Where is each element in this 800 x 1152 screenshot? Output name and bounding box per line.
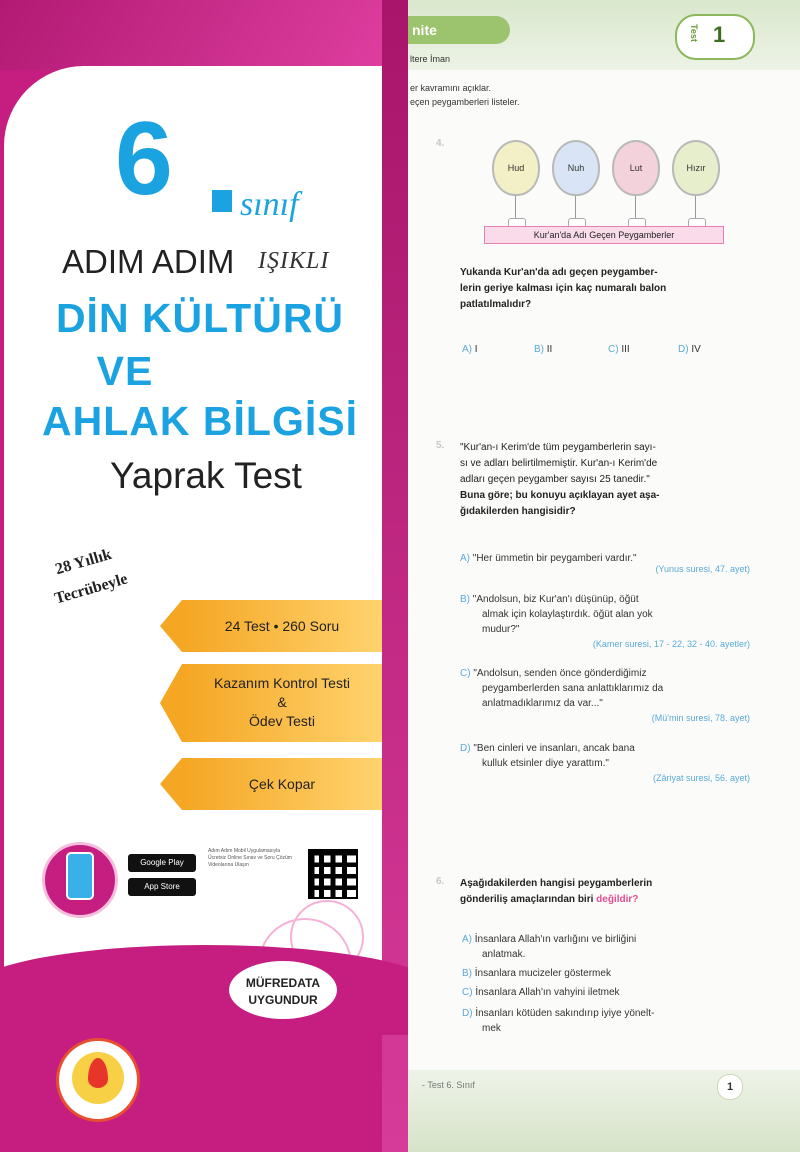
balloon <box>672 140 720 230</box>
balloon <box>612 140 660 230</box>
book-title-line: DİN KÜLTÜRÜ <box>55 295 345 341</box>
qr-code-icon[interactable] <box>308 849 358 899</box>
app-store-badge[interactable]: App Store <box>128 878 196 896</box>
balloon-caption: Kur'an'da Adı Geçen Peygamberler <box>484 226 724 244</box>
test-number-badge <box>675 14 755 60</box>
answer-option[interactable]: B) "Andolsun, biz Kur'an'ı düşünüp, öğüt almak için kolaylaştırdık. öğüt alan yok mudur?" (Kamer suresi, 17 - 22, 32 - 40. ayetler) <box>460 592 750 652</box>
page-number: 1 <box>717 1074 743 1100</box>
experience-badge: 28 Yıllık Tecrübeyle <box>52 545 130 608</box>
app-description: Adım Adım Mobil Uygulamasıyla Ücretsiz Online Sınav ve Soru Çözüm Videolarına Ulaşın <box>208 848 292 868</box>
balloon-label: Lut <box>612 140 660 196</box>
question-text: Aşağıdakilerden hangisi peygamberlerin gönderiliş amaçlarından biri değildir? <box>460 878 653 905</box>
answer-option[interactable]: D) "Ben cinleri ve insanları, ancak bana kulluk etsinler diye yarattım." (Zâriyat suresi, 56. ayet) <box>460 741 750 786</box>
answer-option[interactable]: A) İnsanlara Allah'ın varlığını ve birliğini anlatmak. <box>462 934 637 960</box>
test-number: 1 <box>713 22 726 47</box>
series-suffix: IŞIKLI <box>258 248 330 274</box>
question-text: Buna göre; bu konuyu açıklayan ayet aşa- ğıdakilerden hangisidir? <box>460 490 660 517</box>
answer-option[interactable]: B) II <box>534 344 553 355</box>
test-page <box>400 0 800 1152</box>
grade-number: 6 <box>115 101 171 217</box>
answer-option[interactable]: A) "Her ümmetin bir peygamberi vardır." (Yunus suresi, 47. ayet) <box>460 553 750 574</box>
answer-option[interactable]: D) IV <box>678 344 701 355</box>
feature-arrow: Çek Kopar <box>160 758 382 810</box>
negation-highlight: değildir? <box>596 894 639 905</box>
answer-option[interactable]: A) I <box>462 344 478 355</box>
balloon-label: Nuh <box>552 140 600 196</box>
verse-citation: (Mü'min suresi, 78. ayet) <box>651 713 750 723</box>
book-title-line: VE <box>96 348 154 394</box>
google-play-badge[interactable]: Google Play <box>128 854 196 872</box>
answer-option[interactable]: C) III <box>608 344 630 355</box>
phone-icon <box>66 852 94 900</box>
balloon <box>492 140 540 230</box>
curriculum-badge: MÜFREDATA UYGUNDUR <box>226 958 340 1022</box>
answer-option[interactable]: C) "Andolsun, senden önce gönderdiğimiz peygamberlerden sana anlattıklarımız da anlatmadıklarımız da var..." (Mü'min suresi, 78. ayet) <box>460 666 750 726</box>
question-number: 6. <box>436 876 445 887</box>
question-text: Yukanda Kur'an'da adı geçen peygamber- lerin geriye kalması için kaç numaralı balon patlatılmalıdır? <box>460 267 667 310</box>
balloon-label: Hud <box>492 140 540 196</box>
test-label: Test <box>689 24 699 42</box>
verse-citation: (Yunus suresi, 47. ayet) <box>655 564 750 574</box>
balloon-group <box>492 140 722 230</box>
series-name: ADIM ADIM <box>62 243 235 280</box>
answer-option[interactable]: B) İnsanlara mucizeler göstermek <box>462 968 611 979</box>
balloon-label: Hızır <box>672 140 720 196</box>
verse-citation: (Kamer suresi, 17 - 22, 32 - 40. ayetler) <box>592 639 750 649</box>
cover-bottom-wave <box>0 945 408 1035</box>
header-line: ltere İman <box>410 54 451 64</box>
question-number: 5. <box>436 440 445 451</box>
verse-citation: (Zâriyat suresi, 56. ayet) <box>652 773 750 783</box>
answer-option[interactable]: D) İnsanları kötüden sakındırıp iyiye yönelt- mek <box>462 1008 655 1034</box>
book-title-line: AHLAK BİLGİSİ <box>42 398 358 444</box>
page-footer: - Test 6. Sınıf <box>422 1080 475 1090</box>
answer-option[interactable]: C) İnsanlara Allah'ın vahyini iletmek <box>462 987 620 998</box>
book-subtitle: Yaprak Test <box>110 455 302 496</box>
question-number: 4. <box>436 138 445 149</box>
grade-word: sınıf <box>240 186 299 223</box>
question-stem: "Kur'an-ı Kerim'de tüm peygamberlerin sayı- sı ve adları belirtilmemiştir. Kur'an-ı Kerim'de adları geçen peygamber sayısı 25 tanedir." <box>460 442 658 485</box>
header-line: er kavramını açıklar. <box>410 83 492 93</box>
feature-arrow: 24 Test • 260 Soru <box>160 600 382 652</box>
unit-tab: nite <box>400 16 510 44</box>
feature-arrow: Kazanım Kontrol Testi & Ödev Testi <box>160 664 382 742</box>
balloon <box>552 140 600 230</box>
header-line: eçen peygamberleri listeler. <box>410 97 520 107</box>
grade-dot <box>212 190 232 212</box>
cover-top-strip <box>0 0 408 70</box>
